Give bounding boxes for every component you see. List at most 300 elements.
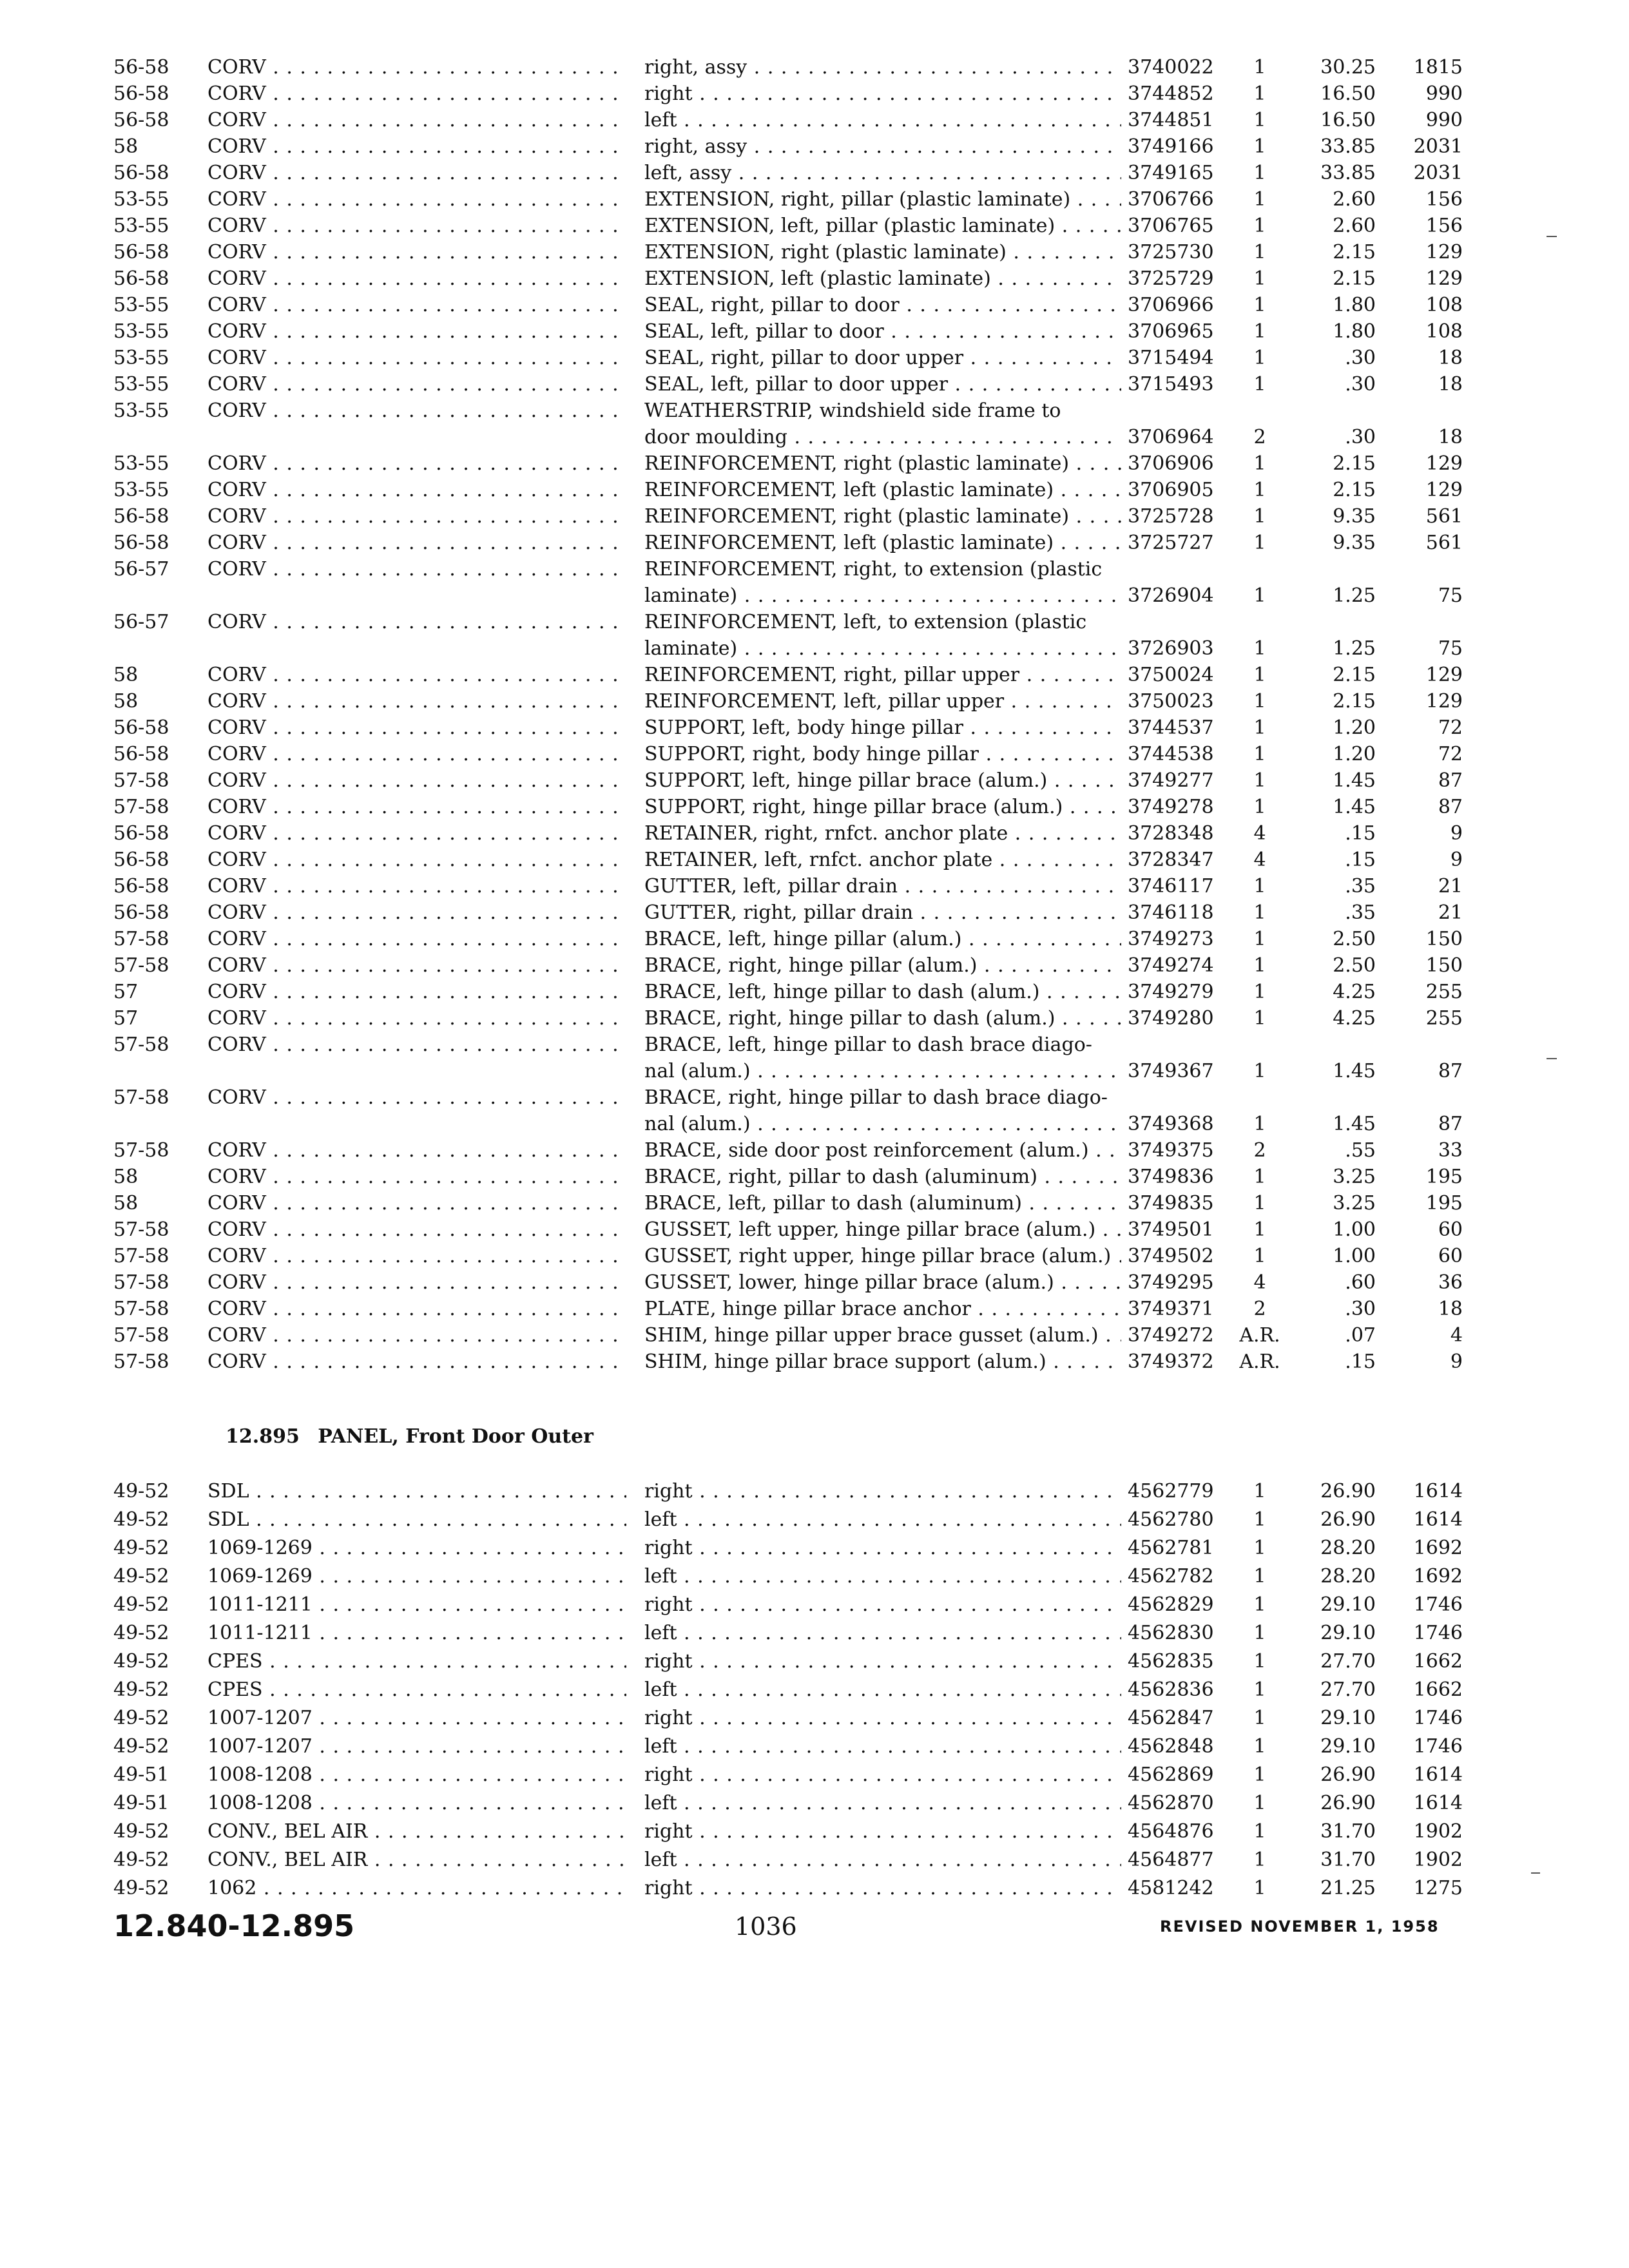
year-cell: 58 xyxy=(113,690,139,713)
model-cell: CORV . . . xyxy=(207,688,626,715)
quantity-cell: 1 xyxy=(1253,479,1266,501)
year-cell: 57-58 xyxy=(113,1033,169,1056)
part-number-cell: 4562781 xyxy=(1128,1537,1214,1559)
weight-cell: 990 xyxy=(1425,109,1463,131)
year-cell: 53-55 xyxy=(113,479,169,501)
list-price-cell: .35 xyxy=(1345,875,1376,898)
year-cell: 57-58 xyxy=(113,1350,169,1373)
model-cell: CORV . . . xyxy=(207,371,626,398)
weight-cell: 255 xyxy=(1425,1007,1463,1030)
description-cell: REINFORCEMENT, left, to extension (plastic xyxy=(644,611,1087,633)
table-row xyxy=(0,213,1629,239)
year-cell: 53-55 xyxy=(113,373,169,396)
description-cell: left . . . xyxy=(644,107,1121,134)
weight-cell: 75 xyxy=(1438,637,1463,660)
weight-cell: 1692 xyxy=(1413,1565,1463,1588)
section-heading xyxy=(226,1425,593,1448)
part-number-cell: 3749368 xyxy=(1128,1113,1214,1135)
list-price-cell: .30 xyxy=(1345,1298,1376,1320)
year-cell: 57-58 xyxy=(113,928,169,950)
table-row xyxy=(0,1137,1629,1164)
table-row xyxy=(0,556,1629,609)
weight-cell: 9 xyxy=(1450,849,1463,871)
part-number-cell: 3706965 xyxy=(1128,320,1214,343)
table-row xyxy=(0,1243,1629,1269)
year-cell: 56-58 xyxy=(113,822,169,845)
year-cell: 56-58 xyxy=(113,505,169,528)
year-cell: 49-52 xyxy=(113,1480,169,1503)
description-cell: right . . . xyxy=(644,1535,1121,1562)
quantity-cell: A.R. xyxy=(1239,1324,1280,1347)
model-cell: 1069-1269 . . . xyxy=(207,1563,626,1590)
quantity-cell: 1 xyxy=(1253,954,1266,977)
quantity-cell: 1 xyxy=(1253,1678,1266,1701)
model-cell: CORV . . . xyxy=(207,952,626,979)
model-cell: CORV . . . xyxy=(207,873,626,900)
quantity-cell: 1 xyxy=(1253,1735,1266,1758)
list-price-cell: 1.25 xyxy=(1333,637,1376,660)
part-number-cell: 3749166 xyxy=(1128,135,1214,158)
year-cell: 56-58 xyxy=(113,56,169,79)
weight-cell: 561 xyxy=(1425,532,1463,554)
description-cell: GUTTER, right, pillar drain . . . xyxy=(644,899,1121,927)
list-price-cell: 1.25 xyxy=(1333,584,1376,607)
part-number-cell: 3749502 xyxy=(1128,1245,1214,1267)
model-cell: 1011-1211 . . . xyxy=(207,1591,626,1619)
quantity-cell: 1 xyxy=(1253,584,1266,607)
part-number-cell: 4564877 xyxy=(1128,1849,1214,1871)
model-cell: 1062 . . . xyxy=(207,1875,626,1902)
table-row xyxy=(0,952,1629,979)
list-price-cell: 1.45 xyxy=(1333,769,1376,792)
quantity-cell: 1 xyxy=(1253,769,1266,792)
table-row xyxy=(0,371,1629,398)
part-number-cell: 3744851 xyxy=(1128,109,1214,131)
description-cell: REINFORCEMENT, right (plastic laminate) . . . xyxy=(644,450,1121,477)
table-row xyxy=(0,530,1629,556)
list-price-cell: 28.20 xyxy=(1320,1537,1376,1559)
description-cell: SEAL, right, pillar to door . . . xyxy=(644,292,1121,319)
year-cell: 56-57 xyxy=(113,558,169,581)
list-price-cell: 2.15 xyxy=(1333,452,1376,475)
model-cell: CORV . . . xyxy=(207,213,626,240)
description-cell: BRACE, left, pillar to dash (aluminum) . . . xyxy=(644,1190,1121,1217)
weight-cell: 2031 xyxy=(1413,135,1463,158)
quantity-cell: 4 xyxy=(1253,1271,1266,1294)
table-row xyxy=(0,1733,1629,1762)
list-price-cell: 2.15 xyxy=(1333,267,1376,290)
quantity-cell: 1 xyxy=(1253,1593,1266,1616)
part-number-cell: 3706765 xyxy=(1128,215,1214,237)
part-number-cell: 4562830 xyxy=(1128,1622,1214,1644)
model-cell: CORV . . . xyxy=(207,1269,626,1296)
description-cell: SUPPORT, right, hinge pillar brace (alum.) . . . xyxy=(644,794,1121,821)
weight-cell: 60 xyxy=(1438,1218,1463,1241)
table-row xyxy=(0,239,1629,265)
table-row xyxy=(0,926,1629,952)
table-row xyxy=(0,873,1629,899)
model-cell: CORV . . . xyxy=(207,107,626,134)
part-number-cell: 3744537 xyxy=(1128,716,1214,739)
weight-cell: 561 xyxy=(1425,505,1463,528)
weight-cell: 87 xyxy=(1438,796,1463,818)
weight-cell: 2031 xyxy=(1413,162,1463,184)
table-row xyxy=(0,767,1629,794)
weight-cell: 150 xyxy=(1425,928,1463,950)
table-row xyxy=(0,820,1629,847)
year-cell: 49-52 xyxy=(113,1537,169,1559)
part-number-cell: 3725728 xyxy=(1128,505,1214,528)
weight-cell: 36 xyxy=(1438,1271,1463,1294)
description-cell: right . . . xyxy=(644,1478,1121,1505)
quantity-cell: 1 xyxy=(1253,320,1266,343)
year-cell: 49-52 xyxy=(113,1877,169,1899)
table-row xyxy=(0,81,1629,107)
year-cell: 56-58 xyxy=(113,162,169,184)
list-price-cell: .35 xyxy=(1345,901,1376,924)
model-cell: SDL . . . xyxy=(207,1478,626,1505)
quantity-cell: 1 xyxy=(1253,690,1266,713)
weight-cell: 1275 xyxy=(1413,1877,1463,1899)
description-cell: BRACE, right, hinge pillar to dash (alum.) . . . xyxy=(644,1005,1121,1032)
part-number-cell: 3744852 xyxy=(1128,82,1214,105)
part-number-cell: 3749277 xyxy=(1128,769,1214,792)
quantity-cell: 1 xyxy=(1253,162,1266,184)
model-cell: CORV . . . xyxy=(207,133,626,160)
quantity-cell: 2 xyxy=(1253,1139,1266,1162)
table-row xyxy=(0,345,1629,371)
year-cell: 57-58 xyxy=(113,1298,169,1320)
list-price-cell: 1.00 xyxy=(1333,1245,1376,1267)
model-cell: CORV . . . xyxy=(207,1137,626,1164)
table-row xyxy=(0,1847,1629,1875)
margin-mark xyxy=(1547,1058,1557,1059)
year-cell: 49-52 xyxy=(113,1650,169,1673)
part-number-cell: 4562869 xyxy=(1128,1763,1214,1786)
part-number-cell: 3749279 xyxy=(1128,981,1214,1003)
part-number-cell: 3749273 xyxy=(1128,928,1214,950)
description-cell: BRACE, side door post reinforcement (alum.) . . . xyxy=(644,1137,1121,1164)
quantity-cell: 1 xyxy=(1253,267,1266,290)
model-cell: CORV . . . xyxy=(207,1349,626,1376)
list-price-cell: 2.15 xyxy=(1333,241,1376,264)
description-cell: left . . . xyxy=(644,1563,1121,1590)
quantity-cell: 1 xyxy=(1253,532,1266,554)
year-cell: 56-58 xyxy=(113,716,169,739)
weight-cell: 255 xyxy=(1425,981,1463,1003)
table-row xyxy=(0,318,1629,345)
list-price-cell: 1.45 xyxy=(1333,1060,1376,1082)
list-price-cell: 30.25 xyxy=(1320,56,1376,79)
table-row xyxy=(0,1190,1629,1216)
table-row xyxy=(0,1269,1629,1296)
year-cell: 58 xyxy=(113,664,139,686)
table-row xyxy=(0,715,1629,741)
weight-cell: 129 xyxy=(1425,690,1463,713)
quantity-cell: 1 xyxy=(1253,637,1266,660)
quantity-cell: 1 xyxy=(1253,928,1266,950)
weight-cell: 129 xyxy=(1425,664,1463,686)
model-cell: CORV . . . xyxy=(207,715,626,742)
quantity-cell: 1 xyxy=(1253,1113,1266,1135)
list-price-cell: 3.25 xyxy=(1333,1192,1376,1215)
year-cell: 57-58 xyxy=(113,1271,169,1294)
weight-cell: 156 xyxy=(1425,188,1463,211)
description-cell: SUPPORT, right, body hinge pillar . . . xyxy=(644,741,1121,768)
weight-cell: 18 xyxy=(1438,426,1463,448)
section-title: PANEL, Front Door Outer xyxy=(318,1425,593,1448)
quantity-cell: A.R. xyxy=(1239,1350,1280,1373)
list-price-cell: 3.25 xyxy=(1333,1166,1376,1188)
list-price-cell: .30 xyxy=(1345,426,1376,448)
quantity-cell: 4 xyxy=(1253,849,1266,871)
description-cell: right . . . xyxy=(644,1875,1121,1902)
quantity-cell: 1 xyxy=(1253,56,1266,79)
quantity-cell: 1 xyxy=(1253,505,1266,528)
footer-revision-date: REVISED NOVEMBER 1, 1958 xyxy=(1160,1917,1440,1936)
table-row xyxy=(0,450,1629,477)
weight-cell: 1746 xyxy=(1413,1735,1463,1758)
list-price-cell: 29.10 xyxy=(1320,1622,1376,1644)
table-row xyxy=(0,609,1629,662)
table-row xyxy=(0,1705,1629,1733)
table-row xyxy=(0,1591,1629,1620)
list-price-cell: 1.80 xyxy=(1333,320,1376,343)
part-number-cell: 3744538 xyxy=(1128,743,1214,765)
year-cell: 56-58 xyxy=(113,849,169,871)
model-cell: 1007-1207 . . . xyxy=(207,1733,626,1760)
year-cell: 57 xyxy=(113,981,139,1003)
part-number-cell: 3749295 xyxy=(1128,1271,1214,1294)
description-cell: right . . . xyxy=(644,1762,1121,1789)
table-row xyxy=(0,979,1629,1005)
weight-cell: 1662 xyxy=(1413,1650,1463,1673)
description-cell: right . . . xyxy=(644,81,1121,108)
table-row xyxy=(0,1620,1629,1648)
year-cell: 49-51 xyxy=(113,1792,169,1814)
model-cell: CORV . . . xyxy=(207,1190,626,1217)
table-row xyxy=(0,794,1629,820)
part-number-cell: 4562779 xyxy=(1128,1480,1214,1503)
model-cell: CORV . . . xyxy=(207,1322,626,1349)
description-cell: right . . . xyxy=(644,1818,1121,1845)
quantity-cell: 1 xyxy=(1253,1877,1266,1899)
part-number-cell: 3725727 xyxy=(1128,532,1214,554)
list-price-cell: 28.20 xyxy=(1320,1565,1376,1588)
part-number-cell: 3749272 xyxy=(1128,1324,1214,1347)
part-number-cell: 3749835 xyxy=(1128,1192,1214,1215)
model-cell: CPES . . . xyxy=(207,1677,626,1704)
model-cell: CONV., BEL AIR . . . xyxy=(207,1847,626,1874)
list-price-cell: 2.60 xyxy=(1333,188,1376,211)
model-cell: CORV . . . xyxy=(207,398,626,425)
year-cell: 49-52 xyxy=(113,1678,169,1701)
year-cell: 56-58 xyxy=(113,901,169,924)
footer-page-number: 1036 xyxy=(735,1912,797,1941)
model-cell: CORV . . . xyxy=(207,1084,626,1111)
part-number-cell: 3725730 xyxy=(1128,241,1214,264)
part-number-cell: 4562782 xyxy=(1128,1565,1214,1588)
quantity-cell: 1 xyxy=(1253,1707,1266,1729)
weight-cell: 72 xyxy=(1438,716,1463,739)
description-cell: SEAL, left, pillar to door upper . . . xyxy=(644,371,1121,398)
weight-cell: 9 xyxy=(1450,822,1463,845)
description-cell: door moulding . . . xyxy=(644,424,1121,451)
model-cell: CORV . . . xyxy=(207,292,626,319)
quantity-cell: 1 xyxy=(1253,664,1266,686)
model-cell: CORV . . . xyxy=(207,186,626,213)
list-price-cell: 33.85 xyxy=(1320,162,1376,184)
model-cell: CORV . . . xyxy=(207,265,626,293)
part-number-cell: 4562848 xyxy=(1128,1735,1214,1758)
quantity-cell: 1 xyxy=(1253,241,1266,264)
description-cell: SEAL, left, pillar to door . . . xyxy=(644,318,1121,345)
table-row xyxy=(0,1563,1629,1591)
list-price-cell: .15 xyxy=(1345,822,1376,845)
list-price-cell: 1.00 xyxy=(1333,1218,1376,1241)
description-cell: REINFORCEMENT, right, to extension (plastic xyxy=(644,558,1103,581)
model-cell: CORV . . . xyxy=(207,979,626,1006)
model-cell: CORV . . . xyxy=(207,847,626,874)
description-cell: WEATHERSTRIP, windshield side frame to xyxy=(644,399,1061,422)
year-cell: 49-52 xyxy=(113,1849,169,1871)
part-number-cell: 4562829 xyxy=(1128,1593,1214,1616)
year-cell: 57-58 xyxy=(113,1245,169,1267)
year-cell: 53-55 xyxy=(113,399,169,422)
part-number-cell: 3706966 xyxy=(1128,294,1214,316)
model-cell: CORV . . . xyxy=(207,239,626,266)
weight-cell: 9 xyxy=(1450,1350,1463,1373)
model-cell: SDL . . . xyxy=(207,1506,626,1533)
description-cell: BRACE, right, hinge pillar (alum.) . . . xyxy=(644,952,1121,979)
weight-cell: 1614 xyxy=(1413,1480,1463,1503)
description-cell: SUPPORT, left, hinge pillar brace (alum.) . . . xyxy=(644,767,1121,794)
quantity-cell: 1 xyxy=(1253,1792,1266,1814)
description-cell: right . . . xyxy=(644,1648,1121,1675)
weight-cell: 1614 xyxy=(1413,1763,1463,1786)
year-cell: 57-58 xyxy=(113,1139,169,1162)
table-row xyxy=(0,1084,1629,1137)
weight-cell: 18 xyxy=(1438,1298,1463,1320)
description-cell: left . . . xyxy=(644,1620,1121,1647)
quantity-cell: 1 xyxy=(1253,1622,1266,1644)
model-cell: CORV . . . xyxy=(207,1216,626,1244)
part-number-cell: 3749274 xyxy=(1128,954,1214,977)
year-cell: 56-58 xyxy=(113,875,169,898)
description-cell: REINFORCEMENT, left (plastic laminate) . . . xyxy=(644,477,1121,504)
year-cell: 53-55 xyxy=(113,320,169,343)
table-row xyxy=(0,741,1629,767)
year-cell: 56-58 xyxy=(113,267,169,290)
model-cell: 1069-1269 . . . xyxy=(207,1535,626,1562)
year-cell: 49-52 xyxy=(113,1735,169,1758)
part-number-cell: 3749372 xyxy=(1128,1350,1214,1373)
footer-section-range: 12.840-12.895 xyxy=(113,1908,355,1943)
quantity-cell: 1 xyxy=(1253,1763,1266,1786)
part-number-cell: 3715494 xyxy=(1128,347,1214,369)
table-row xyxy=(0,292,1629,318)
quantity-cell: 1 xyxy=(1253,215,1266,237)
list-price-cell: 1.45 xyxy=(1333,1113,1376,1135)
list-price-cell: 16.50 xyxy=(1320,82,1376,105)
part-number-cell: 3750024 xyxy=(1128,664,1214,686)
description-cell: EXTENSION, left (plastic laminate) . . . xyxy=(644,265,1121,293)
list-price-cell: .30 xyxy=(1345,373,1376,396)
description-cell: BRACE, right, pillar to dash (aluminum) . . . xyxy=(644,1164,1121,1191)
year-cell: 57-58 xyxy=(113,769,169,792)
table-row xyxy=(0,1032,1629,1084)
quantity-cell: 2 xyxy=(1253,426,1266,448)
quantity-cell: 1 xyxy=(1253,1508,1266,1531)
list-price-cell: 4.25 xyxy=(1333,1007,1376,1030)
quantity-cell: 1 xyxy=(1253,135,1266,158)
table-row xyxy=(0,1506,1629,1535)
table-row xyxy=(0,1005,1629,1032)
description-cell: left, assy . . . xyxy=(644,160,1121,187)
weight-cell: 60 xyxy=(1438,1245,1463,1267)
list-price-cell: .07 xyxy=(1345,1324,1376,1347)
quantity-cell: 1 xyxy=(1253,373,1266,396)
year-cell: 58 xyxy=(113,135,139,158)
description-cell: GUSSET, lower, hinge pillar brace (alum.) . . . xyxy=(644,1269,1121,1296)
part-number-cell: 3750023 xyxy=(1128,690,1214,713)
part-number-cell: 3740022 xyxy=(1128,56,1214,79)
model-cell: CORV . . . xyxy=(207,794,626,821)
list-price-cell: 26.90 xyxy=(1320,1508,1376,1531)
table-row xyxy=(0,398,1629,450)
part-number-cell: 4581242 xyxy=(1128,1877,1214,1899)
list-price-cell: 31.70 xyxy=(1320,1820,1376,1843)
part-number-cell: 3749278 xyxy=(1128,796,1214,818)
year-cell: 53-55 xyxy=(113,347,169,369)
quantity-cell: 1 xyxy=(1253,901,1266,924)
table-row xyxy=(0,1875,1629,1903)
description-cell: SEAL, right, pillar to door upper . . . xyxy=(644,345,1121,372)
list-price-cell: 26.90 xyxy=(1320,1763,1376,1786)
model-cell: CORV . . . xyxy=(207,318,626,345)
quantity-cell: 1 xyxy=(1253,1245,1266,1267)
list-price-cell: 2.15 xyxy=(1333,690,1376,713)
weight-cell: 21 xyxy=(1438,875,1463,898)
year-cell: 53-55 xyxy=(113,215,169,237)
model-cell: 1008-1208 . . . xyxy=(207,1762,626,1789)
part-number-cell: 3749501 xyxy=(1128,1218,1214,1241)
description-cell: right, assy . . . xyxy=(644,54,1121,81)
list-price-cell: 1.80 xyxy=(1333,294,1376,316)
description-cell: BRACE, left, hinge pillar to dash (alum.) . . . xyxy=(644,979,1121,1006)
year-cell: 57-58 xyxy=(113,796,169,818)
weight-cell: 4 xyxy=(1450,1324,1463,1347)
year-cell: 53-55 xyxy=(113,294,169,316)
year-cell: 49-52 xyxy=(113,1508,169,1531)
model-cell: CORV . . . xyxy=(207,503,626,530)
description-cell: BRACE, left, hinge pillar to dash brace diago- xyxy=(644,1033,1092,1056)
model-cell: CORV . . . xyxy=(207,1005,626,1032)
weight-cell: 1746 xyxy=(1413,1707,1463,1729)
weight-cell: 1746 xyxy=(1413,1593,1463,1616)
model-cell: CORV . . . xyxy=(207,1032,626,1059)
weight-cell: 1614 xyxy=(1413,1792,1463,1814)
quantity-cell: 1 xyxy=(1253,1480,1266,1503)
year-cell: 49-52 xyxy=(113,1707,169,1729)
model-cell: 1011-1211 . . . xyxy=(207,1620,626,1647)
weight-cell: 1746 xyxy=(1413,1622,1463,1644)
description-cell: EXTENSION, left, pillar (plastic laminate) . . . xyxy=(644,213,1121,240)
quantity-cell: 1 xyxy=(1253,109,1266,131)
year-cell: 56-57 xyxy=(113,611,169,633)
year-cell: 53-55 xyxy=(113,188,169,211)
weight-cell: 1614 xyxy=(1413,1508,1463,1531)
